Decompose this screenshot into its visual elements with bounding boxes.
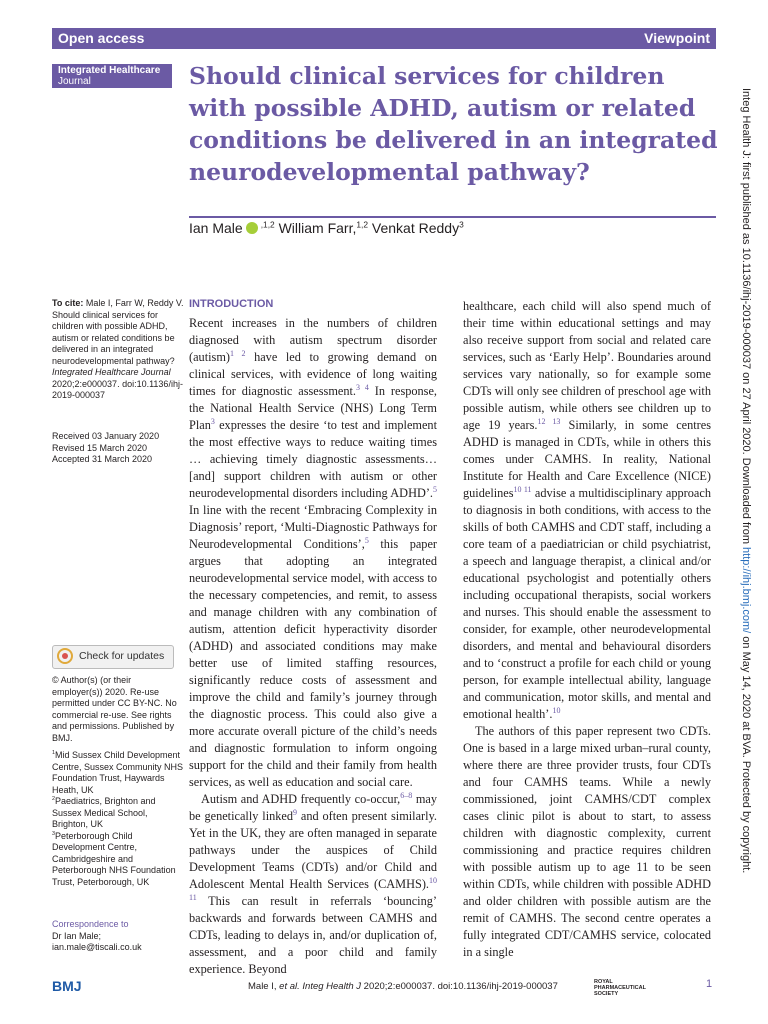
paragraph: healthcare, each child will also spend much of their time within educational settings and may also receive support from social and related care services, such as ‘Early Help’. Boundaries around services vary nationally, so for example some CDTs will only see children of preschool age with possible autism, while others see children up to age 19 years.$^{12 13}$ Similarly, in some centres ADHD is managed in CDTs, while in others this comes under CAMHS. In reality, National Institute for Health and Care Excellence (NICE) guidelines$^{10 11}$ advise a multidisciplinary approach to diagnosis in both conditions, with access to the skills of both CAMHS and CDT staff, including a core team of a paediatrician or child psychiatrist, a speech and language therapist, a clinical and/or educational psychologist and potentially others including occupational therapists, social workers and nurses. This should enable the assessment to consider, for example, other neurodevelopmental disorders, and mental and behavioural disorders and to ‘construct a profile for each child or young person, for example intellectual ability, language and communication, motor skills, and mental and emotional health’.$^{10}$: [463, 299, 712, 721]
author-name: Venkat Reddy: [368, 220, 460, 236]
journal-badge: [52, 64, 172, 88]
copyright-notice: © Author(s) (or their employer(s)) 2020. Re-use permitted under CC BY-NC. No commercial re-use. See rights and permissions. Published by BMJ.: [52, 675, 177, 743]
correspondence: [52, 919, 184, 954]
cite-label: To cite:: [52, 298, 84, 308]
open-access-label: Open access: [58, 30, 145, 46]
affiliation: $^3$Peterborough Child Development Centre, Cambridgeshire and Peterborough NHS Foundation Trust, Peterborough, UK: [52, 830, 176, 887]
author-name: Ian Male: [189, 220, 243, 236]
download-notice: Integ Health J: first published as 10.1136/ihj-2019-000037 on 27 April 2020. Downloaded from http://ihj.bmj.com/ on May 14, 2020 at BVA. Protected by copyright.: [740, 88, 752, 874]
received-date: Received 03 January 2020: [52, 431, 160, 441]
rps-logo: ROYAL PHARMACEUTICAL SOCIETY: [594, 979, 646, 997]
correspondence-email[interactable]: ian.male@tiscali.co.uk: [52, 942, 142, 952]
check-updates-label: Check for updates: [79, 650, 165, 662]
paragraph: Autism and ADHD frequently co-occur,$^{6-8}$ may be genetically linked$^9$ and often present similarly. Yet in the UK, they are often managed in separate pathways under the auspices of Child Development Teams (CDTs) and/or Child and Adolescent Mental Health Services (CAMHS).$^{10 11}$ This can result in referrals ‘bouncing’ backwards and forwards between CAMHS and CDTs, leading to delays in, and/or duplication of, assessment, and a poor child and family experience. Beyond: [189, 790, 438, 976]
revised-date: Revised 15 March 2020: [52, 442, 148, 453]
author-list: [189, 220, 464, 236]
top-banner: [52, 28, 716, 49]
orcid-icon[interactable]: [246, 222, 258, 234]
citation-block: [52, 298, 184, 402]
article-title: Should clinical services for children with possible ADHD, autism or related conditions be delivered in an integrated neurodevelopmental pathway?: [189, 62, 718, 186]
bmj-logo: BMJ: [52, 978, 82, 994]
accepted-date: Accepted 31 March 2020: [52, 454, 153, 464]
affiliation: $^2$Paediatrics, Brighton and Sussex Medical School, Brighton, UK: [52, 796, 156, 829]
author-affil: ,1,2: [260, 219, 275, 230]
title-divider: [189, 216, 716, 218]
correspondence-name: Dr Ian Male;: [52, 930, 102, 941]
cite-text: Male I, Farr W, Reddy V. Should clinical services for children with possible ADHD, autism or related conditions be delivered in an integrated neurodevelopmental pathway?: [52, 298, 184, 366]
author-affil: 1,2: [356, 219, 369, 230]
footer-citation: Male I, et al. Integ Health J 2020;2:e000037. doi:10.1136/ihj-2019-000037: [248, 981, 558, 992]
paragraph: The authors of this paper represent two CDTs. One is based in a large mixed urban–rural county, where there are three provider trusts, four CDTs and four CAMHS teams. While a newly commissioned, joint CAMHS/CDT complex cases clinic pilot is about to start, to assess children with diagnostic complexity, current commissioning and practice requires children with possible autism up to age 11 to be seen within CDTs, while children with possible ADHD and older children with possible autism are the remit of CAMHS. The second centre operates a fully integrated CDT/CAMHS service, colocated in a single: [463, 724, 711, 959]
author-name: William Farr,: [274, 220, 357, 236]
cite-journal: Integrated Healthcare Journal: [52, 367, 171, 377]
affiliations: [52, 750, 184, 888]
body-column-2: [463, 298, 711, 961]
author-affil: 3: [459, 219, 464, 230]
article-type-label: Viewpoint: [644, 30, 710, 46]
journal-name-line2: Journal: [58, 76, 91, 87]
affiliation: $^1$Mid Sussex Child Development Centre, Sussex Community NHS Foundation Trust, Haywards Heath, UK: [52, 750, 184, 795]
journal-name-line1: Integrated Healthcare: [58, 65, 161, 76]
journal-link[interactable]: http://ihj.bmj.com/: [740, 547, 752, 634]
received-dates: [52, 431, 184, 466]
section-heading: INTRODUCTION: [189, 298, 274, 310]
page-number: 1: [706, 978, 713, 990]
check-for-updates-button[interactable]: [52, 645, 174, 669]
correspondence-label: Correspondence to: [52, 919, 129, 929]
cite-ref: 2020;2:e000037. doi:10.1136/ihj-2019-000037: [52, 378, 183, 400]
paragraph: Recent increases in the numbers of children diagnosed with autism spectrum disorder (autism)$^{1 2}$ have led to growing demand on clinical services, with evidence of long waiting times for diagnostic assessment.$^{3 4}$ In response, the National Health Service (NHS) Long Term Plan$^3$ expresses the desire ‘to test and implement the most effective ways to reduce waiting times … achieving timely diagnostic assessments… [and] support children with autism or other neurodevelopmental disorders including ADHD’.$^5$ In line with the recent ‘Embracing Complexity in Diagnosis’ report, ‘Multi-Diagnostic Pathways for Neurodevelopmental Conditions’,$^5$ this paper argues that adopting an integrated neurodevelopmental service model, with access to the necessary competencies, and remit, to assess and manage children with any combination of autism, attention deficit hyperactivity disorder (ADHD) and associated conditions may make better use of limited staffing resources, significantly reduce costs of assessment and improve the child and family’s journey through the diagnostic process. This could also give a more accurate overall picture of the child’s needs and diagnostic formulation to inform ongoing support for the child and their family from health services, as well as education and social care.: [189, 316, 438, 789]
crossmark-icon: [57, 648, 73, 664]
body-column-1: [189, 315, 437, 978]
